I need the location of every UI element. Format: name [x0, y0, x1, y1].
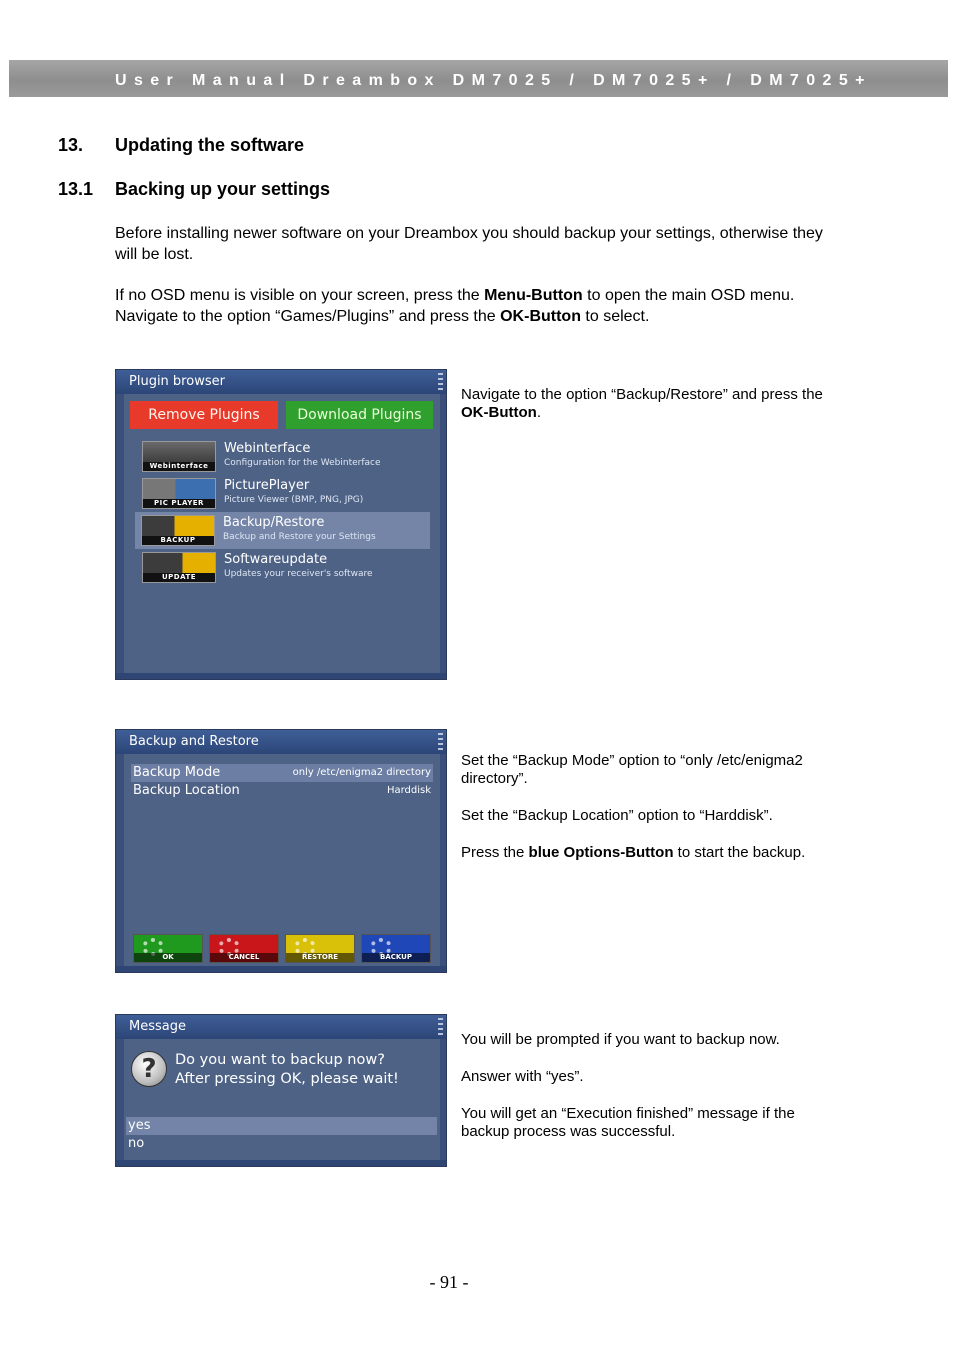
pictureplayer-thumbnail-icon: [142, 478, 216, 509]
option-no[interactable]: no: [128, 1136, 145, 1151]
screen3-instruction-2: Answer with “yes”.: [461, 1068, 584, 1085]
page-number: - 91 -: [429, 1272, 469, 1292]
plugin-description: Picture Viewer (BMP, PNG, JPG): [224, 495, 364, 505]
intro-text: If no OSD menu is visible on your screen, press the: [115, 287, 485, 304]
section-number: 13.: [58, 135, 84, 155]
intro-text: to open the main OSD menu. Navigate to the option “Games/Plugins” and press the: [115, 287, 795, 325]
backup-restore-titlebar: [116, 730, 446, 754]
setting-label: Backup Location: [133, 783, 240, 798]
question-icon: ?: [131, 1051, 167, 1087]
header-bar: [9, 60, 948, 97]
backup-mode-row[interactable]: [131, 764, 433, 782]
message-line-1: Do you want to backup now?: [175, 1052, 385, 1068]
subsection-number: 13.1: [58, 179, 94, 199]
ok-button-term: OK-Button: [500, 308, 581, 325]
key-caption: BACKUP: [362, 953, 430, 962]
plugin-name: Backup/Restore: [223, 515, 325, 530]
frame: [116, 754, 124, 972]
download-plugins-button[interactable]: Download Plugins: [286, 401, 433, 429]
screen3-instruction-1: You will be prompted if you want to backup now.: [461, 1031, 780, 1048]
frame: [440, 754, 446, 972]
plugin-browser-screenshot: [115, 369, 447, 680]
screen2-instruction-3: [461, 844, 841, 862]
intro-text: to select.: [580, 308, 650, 325]
plugin-item-pictureplayer[interactable]: [136, 475, 431, 512]
cancel-key-button[interactable]: [209, 934, 279, 963]
option-yes[interactable]: yes: [126, 1117, 437, 1135]
instruction-text: Press the: [461, 844, 529, 861]
frame: [440, 1039, 446, 1166]
thumbnail-caption: Webinterface: [143, 462, 215, 471]
message-line-2: After pressing OK, please wait!: [175, 1071, 399, 1087]
remove-plugins-button[interactable]: Remove Plugins: [130, 401, 278, 429]
plugin-item-webinterface[interactable]: [136, 438, 431, 475]
backup-key-button[interactable]: [361, 934, 431, 963]
message-screenshot: [115, 1014, 447, 1167]
screen1-instruction: [461, 386, 841, 422]
screen3-instruction-3: You will get an “Execution finished” message if the backup process was successful.: [461, 1105, 795, 1140]
titlebar-grip-icon: [438, 1018, 443, 1036]
blue-options-button-term: blue Options-Button: [528, 844, 674, 861]
plugin-item-softwareupdate[interactable]: [136, 549, 431, 586]
key-caption: CANCEL: [210, 953, 278, 962]
plugin-name: PicturePlayer: [224, 478, 310, 493]
thumbnail-caption: UPDATE: [143, 573, 215, 582]
screen1-instructions: [461, 386, 841, 441]
titlebar-grip-icon: [438, 733, 443, 751]
intro-paragraph-2: [115, 285, 835, 327]
thumbnail-caption: BACKUP: [142, 536, 214, 545]
plugin-description: Backup and Restore your Settings: [223, 532, 376, 542]
instruction-text: to start the backup.: [673, 844, 806, 861]
titlebar-grip-icon: [438, 373, 443, 391]
message-titlebar: [116, 1015, 446, 1039]
thumbnail-caption: PIC PLAYER: [143, 499, 215, 508]
ok-key-button[interactable]: [133, 934, 203, 963]
plugin-name: Webinterface: [224, 441, 311, 456]
instruction-text: Navigate to the option “Backup/Restore” and press the: [461, 386, 823, 403]
plugin-item-backup-restore[interactable]: [135, 512, 430, 549]
screen3-instructions: [461, 1031, 841, 1160]
screen2-instructions: [461, 752, 841, 881]
instruction-text: .: [536, 404, 541, 421]
section-title: Updating the software: [115, 135, 305, 155]
header-title: User Manual Dreambox DM7025 / DM7025+ / DM7025+: [115, 72, 872, 89]
key-caption: RESTORE: [286, 953, 354, 962]
frame: [440, 394, 446, 679]
backup-thumbnail-icon: [141, 515, 215, 546]
setting-label: Backup Mode: [133, 765, 221, 780]
intro-paragraph-1: Before installing newer software on your Dreambox you should backup your settings, otherwise they will be lost.: [115, 225, 823, 263]
screen2-instruction-2: Set the “Backup Location” option to “Harddisk”.: [461, 807, 773, 824]
frame: [116, 673, 446, 679]
webinterface-thumbnail-icon: [142, 441, 216, 472]
backup-restore-screenshot: [115, 729, 447, 973]
plugin-browser-title: Plugin browser: [129, 374, 225, 389]
plugin-description: Updates your receiver's software: [224, 569, 373, 579]
message-title: Message: [129, 1019, 186, 1034]
ok-button-term: OK-Button: [461, 404, 537, 421]
frame: [116, 1039, 124, 1166]
setting-value: only /etc/enigma2 directory: [292, 767, 431, 778]
menu-button-term: Menu-Button: [484, 287, 583, 304]
subsection-title: Backing up your settings: [115, 179, 331, 199]
frame: [116, 966, 446, 972]
update-thumbnail-icon: [142, 552, 216, 583]
backup-restore-title: Backup and Restore: [129, 734, 259, 749]
restore-key-button[interactable]: [285, 934, 355, 963]
frame: [116, 394, 124, 679]
plugin-name: Softwareupdate: [224, 552, 328, 567]
plugin-description: Configuration for the Webinterface: [224, 458, 381, 468]
plugin-browser-titlebar: [116, 370, 446, 394]
backup-location-row[interactable]: [131, 782, 433, 800]
screen2-instruction-1: Set the “Backup Mode” option to “only /etc/enigma2 directory”.: [461, 752, 803, 787]
frame: [116, 1160, 446, 1166]
key-caption: OK: [134, 953, 202, 962]
setting-value: Harddisk: [386, 785, 431, 796]
